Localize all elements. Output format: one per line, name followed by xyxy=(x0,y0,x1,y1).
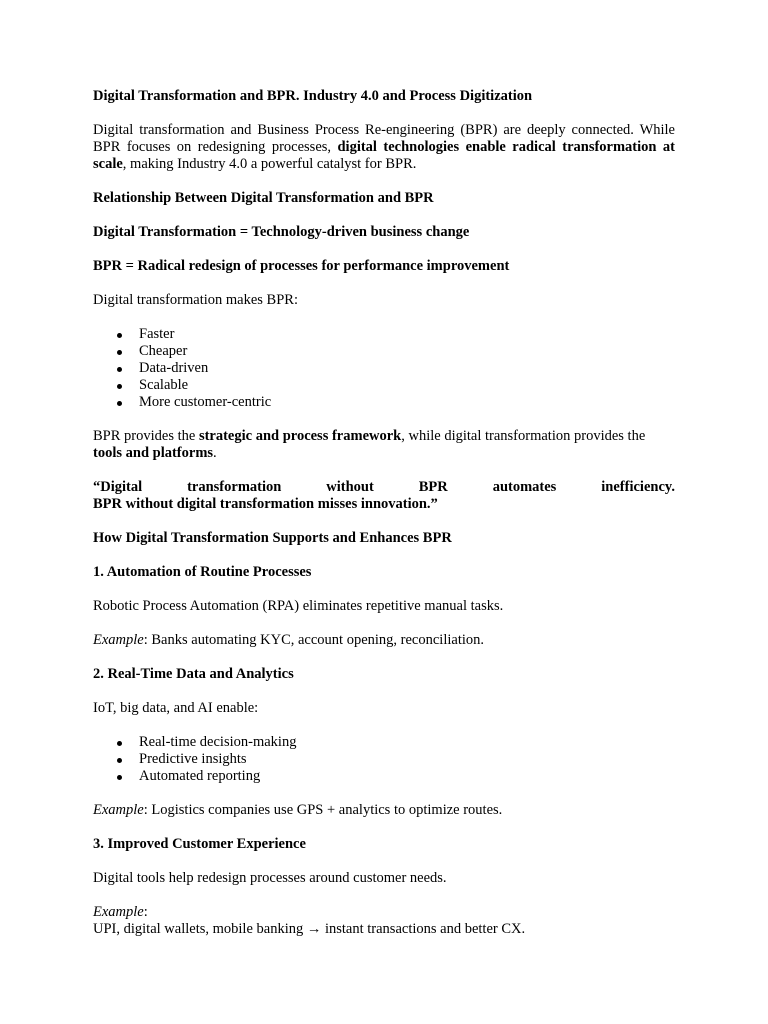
bullet-icon xyxy=(117,367,122,372)
list-item: Automated reporting xyxy=(93,768,675,785)
list-item: Data-driven xyxy=(93,360,675,377)
framework-paragraph: BPR provides the strategic and process framework, while digital transformation provides the tools and platforms. xyxy=(93,428,646,461)
how-heading: How Digital Transformation Supports and Enhances BPR xyxy=(93,530,452,546)
section-2-example: Example: Logistics companies use GPS + analytics to optimize routes. xyxy=(93,802,503,818)
bullet-icon xyxy=(117,350,122,355)
list-item: Scalable xyxy=(93,377,675,394)
document-title: Digital Transformation and BPR. Industry 4.0 and Process Digitization xyxy=(93,88,533,104)
intro-paragraph xyxy=(93,122,675,173)
definition-digital-transformation: Digital Transformation = Technology-driven business change xyxy=(93,224,470,240)
section-1-example: Example: Banks automating KYC, account opening, reconciliation. xyxy=(93,632,485,648)
list-item: Predictive insights xyxy=(93,751,675,768)
list-item: Faster xyxy=(93,326,675,343)
bullet-icon xyxy=(117,775,122,780)
definition-bpr: BPR = Radical redesign of processes for performance improvement xyxy=(93,258,510,274)
bullet-icon xyxy=(117,333,122,338)
makes-bpr-list xyxy=(93,326,675,411)
framework-bold-2: tools and platforms xyxy=(93,445,214,461)
document-body xyxy=(93,88,675,938)
intro-text-end: , making Industry 4.0 a powerful catalyst for BPR. xyxy=(122,156,417,172)
section-3-text: Digital tools help redesign processes around customer needs. xyxy=(93,870,447,886)
section-2-text: IoT, big data, and AI enable: xyxy=(93,700,259,716)
makes-bpr-label: Digital transformation makes BPR: xyxy=(93,292,298,308)
section-3-example-line: UPI, digital wallets, mobile banking → instant transactions and better CX. xyxy=(93,921,526,937)
bullet-icon xyxy=(117,384,122,389)
section-1-heading: 1. Automation of Routine Processes xyxy=(93,564,312,580)
intro-bold-phrase: digital technologies enable radical transformation at scale xyxy=(93,139,676,172)
section-3-heading: 3. Improved Customer Experience xyxy=(93,836,306,852)
list-item: Real-time decision-making xyxy=(93,734,675,751)
bullet-icon xyxy=(117,401,122,406)
quote-block xyxy=(93,479,675,513)
framework-bold-1: strategic and process framework xyxy=(198,428,402,444)
section-2-list xyxy=(93,734,675,785)
list-item: More customer-centric xyxy=(93,394,675,411)
section-1-text: Robotic Process Automation (RPA) eliminates repetitive manual tasks. xyxy=(93,598,504,614)
bullet-icon xyxy=(117,741,122,746)
bullet-icon xyxy=(117,758,122,763)
quote-line-1: “Digital transformation without BPR automates inefficiency. xyxy=(93,479,675,495)
relationship-heading: Relationship Between Digital Transformation and BPR xyxy=(93,190,434,206)
quote-line-2: BPR without digital transformation misses innovation.” xyxy=(93,496,438,512)
intro-text-start: Digital transformation and Business Process Re-engineering (BPR) are deeply connected. While BPR focuses on redesigning processes, xyxy=(93,122,675,155)
list-item: Cheaper xyxy=(93,343,675,360)
section-3-example: Example: xyxy=(93,904,148,920)
section-2-heading: 2. Real-Time Data and Analytics xyxy=(93,666,294,682)
